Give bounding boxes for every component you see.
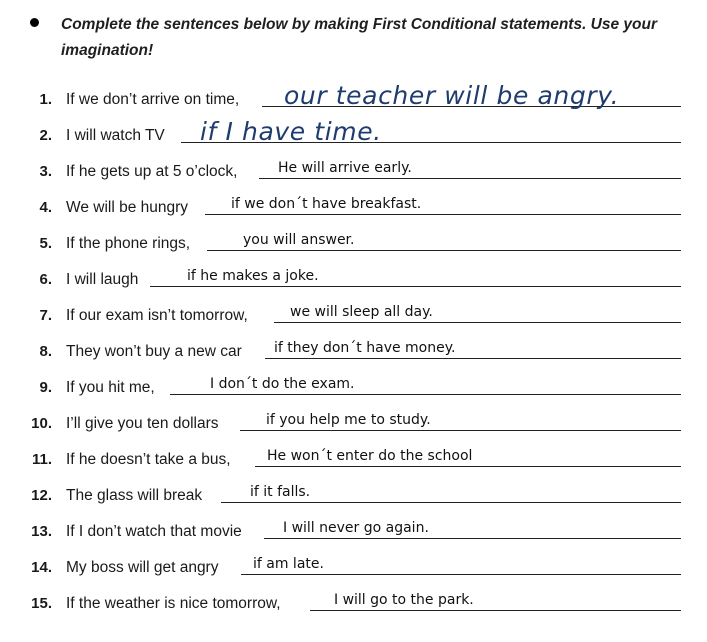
item-number: 12.: [31, 487, 52, 504]
exercise-item-4: [0, 192, 707, 222]
answer-line: [207, 250, 681, 251]
item-answer[interactable]: if they don´t have money.: [274, 340, 456, 356]
exercise-item-2: [0, 117, 707, 150]
answer-line: [264, 538, 681, 539]
answer-line: [310, 610, 681, 611]
item-answer[interactable]: if you help me to study.: [266, 412, 431, 428]
exercise-item-8: [0, 336, 707, 366]
item-number: 13.: [31, 523, 52, 540]
item-prompt: If you hit me,: [66, 379, 155, 396]
exercise-item-7: [0, 300, 707, 330]
item-answer[interactable]: if I have time.: [200, 117, 382, 146]
item-prompt: If the weather is nice tomorrow,: [66, 595, 281, 612]
instruction-text: Complete the sentences below by making First Conditional statements. Use your imagination!: [61, 16, 658, 59]
bullet-icon: [30, 18, 39, 27]
item-number: 2.: [39, 127, 52, 144]
item-number: 10.: [31, 415, 52, 432]
item-prompt: I’ll give you ten dollars: [66, 415, 219, 432]
item-number: 7.: [39, 307, 52, 324]
item-answer[interactable]: if he makes a joke.: [187, 268, 319, 284]
answer-line: [221, 502, 681, 503]
answer-line: [265, 358, 681, 359]
instructions: [24, 12, 694, 64]
item-number: 5.: [39, 235, 52, 252]
exercise-item-15: [0, 588, 707, 618]
item-number: 1.: [39, 91, 52, 108]
item-prompt: If we don’t arrive on time,: [66, 91, 240, 108]
item-number: 6.: [39, 271, 52, 288]
item-number: 8.: [39, 343, 52, 360]
item-number: 4.: [39, 199, 52, 216]
item-answer[interactable]: you will answer.: [243, 232, 355, 248]
exercise-item-5: [0, 228, 707, 258]
item-prompt: If he doesn’t take a bus,: [66, 451, 231, 468]
item-prompt: I will watch TV: [66, 127, 165, 144]
item-answer[interactable]: if it falls.: [250, 484, 311, 500]
item-answer[interactable]: we will sleep all day.: [290, 304, 433, 320]
item-answer[interactable]: I will go to the park.: [334, 592, 474, 608]
exercise-item-6: [0, 264, 707, 294]
item-prompt: If he gets up at 5 o’clock,: [66, 163, 238, 180]
exercise-item-13: [0, 516, 707, 546]
item-prompt: They won’t buy a new car: [66, 343, 242, 360]
item-number: 14.: [31, 559, 52, 576]
item-prompt: The glass will break: [66, 487, 203, 504]
item-answer[interactable]: our teacher will be angry.: [284, 81, 620, 110]
item-prompt: If the phone rings,: [66, 235, 191, 252]
exercise-item-14: [0, 552, 707, 582]
item-answer[interactable]: I will never go again.: [283, 520, 429, 536]
exercise-item-12: [0, 480, 707, 510]
item-prompt: I will laugh: [66, 271, 139, 288]
item-number: 11.: [31, 451, 52, 468]
item-number: 15.: [31, 595, 52, 612]
item-answer[interactable]: I don´t do the exam.: [210, 376, 355, 392]
item-prompt: If I don’t watch that movie: [66, 523, 242, 540]
item-number: 3.: [39, 163, 52, 180]
answer-line: [240, 430, 681, 431]
exercise-item-9: [0, 372, 707, 402]
item-prompt: My boss will get angry: [66, 559, 219, 576]
answer-line: [255, 466, 681, 467]
item-answer[interactable]: He will arrive early.: [278, 160, 412, 176]
item-answer[interactable]: if am late.: [253, 556, 324, 572]
item-prompt: We will be hungry: [66, 199, 189, 216]
exercise-item-3: [0, 156, 707, 186]
item-number: 9.: [39, 379, 52, 396]
item-answer[interactable]: He won´t enter do the school: [267, 448, 473, 464]
answer-line: [170, 394, 681, 395]
answer-line: [150, 286, 681, 287]
exercise-item-11: [0, 444, 707, 474]
item-answer[interactable]: if we don´t have breakfast.: [231, 196, 422, 212]
exercise-item-10: [0, 408, 707, 438]
answer-line: [259, 178, 681, 179]
answer-line: [241, 574, 681, 575]
exercise-item-1: [0, 81, 707, 114]
answer-line: [274, 322, 681, 323]
item-prompt: If our exam isn’t tomorrow,: [66, 307, 248, 324]
answer-line: [205, 214, 681, 215]
